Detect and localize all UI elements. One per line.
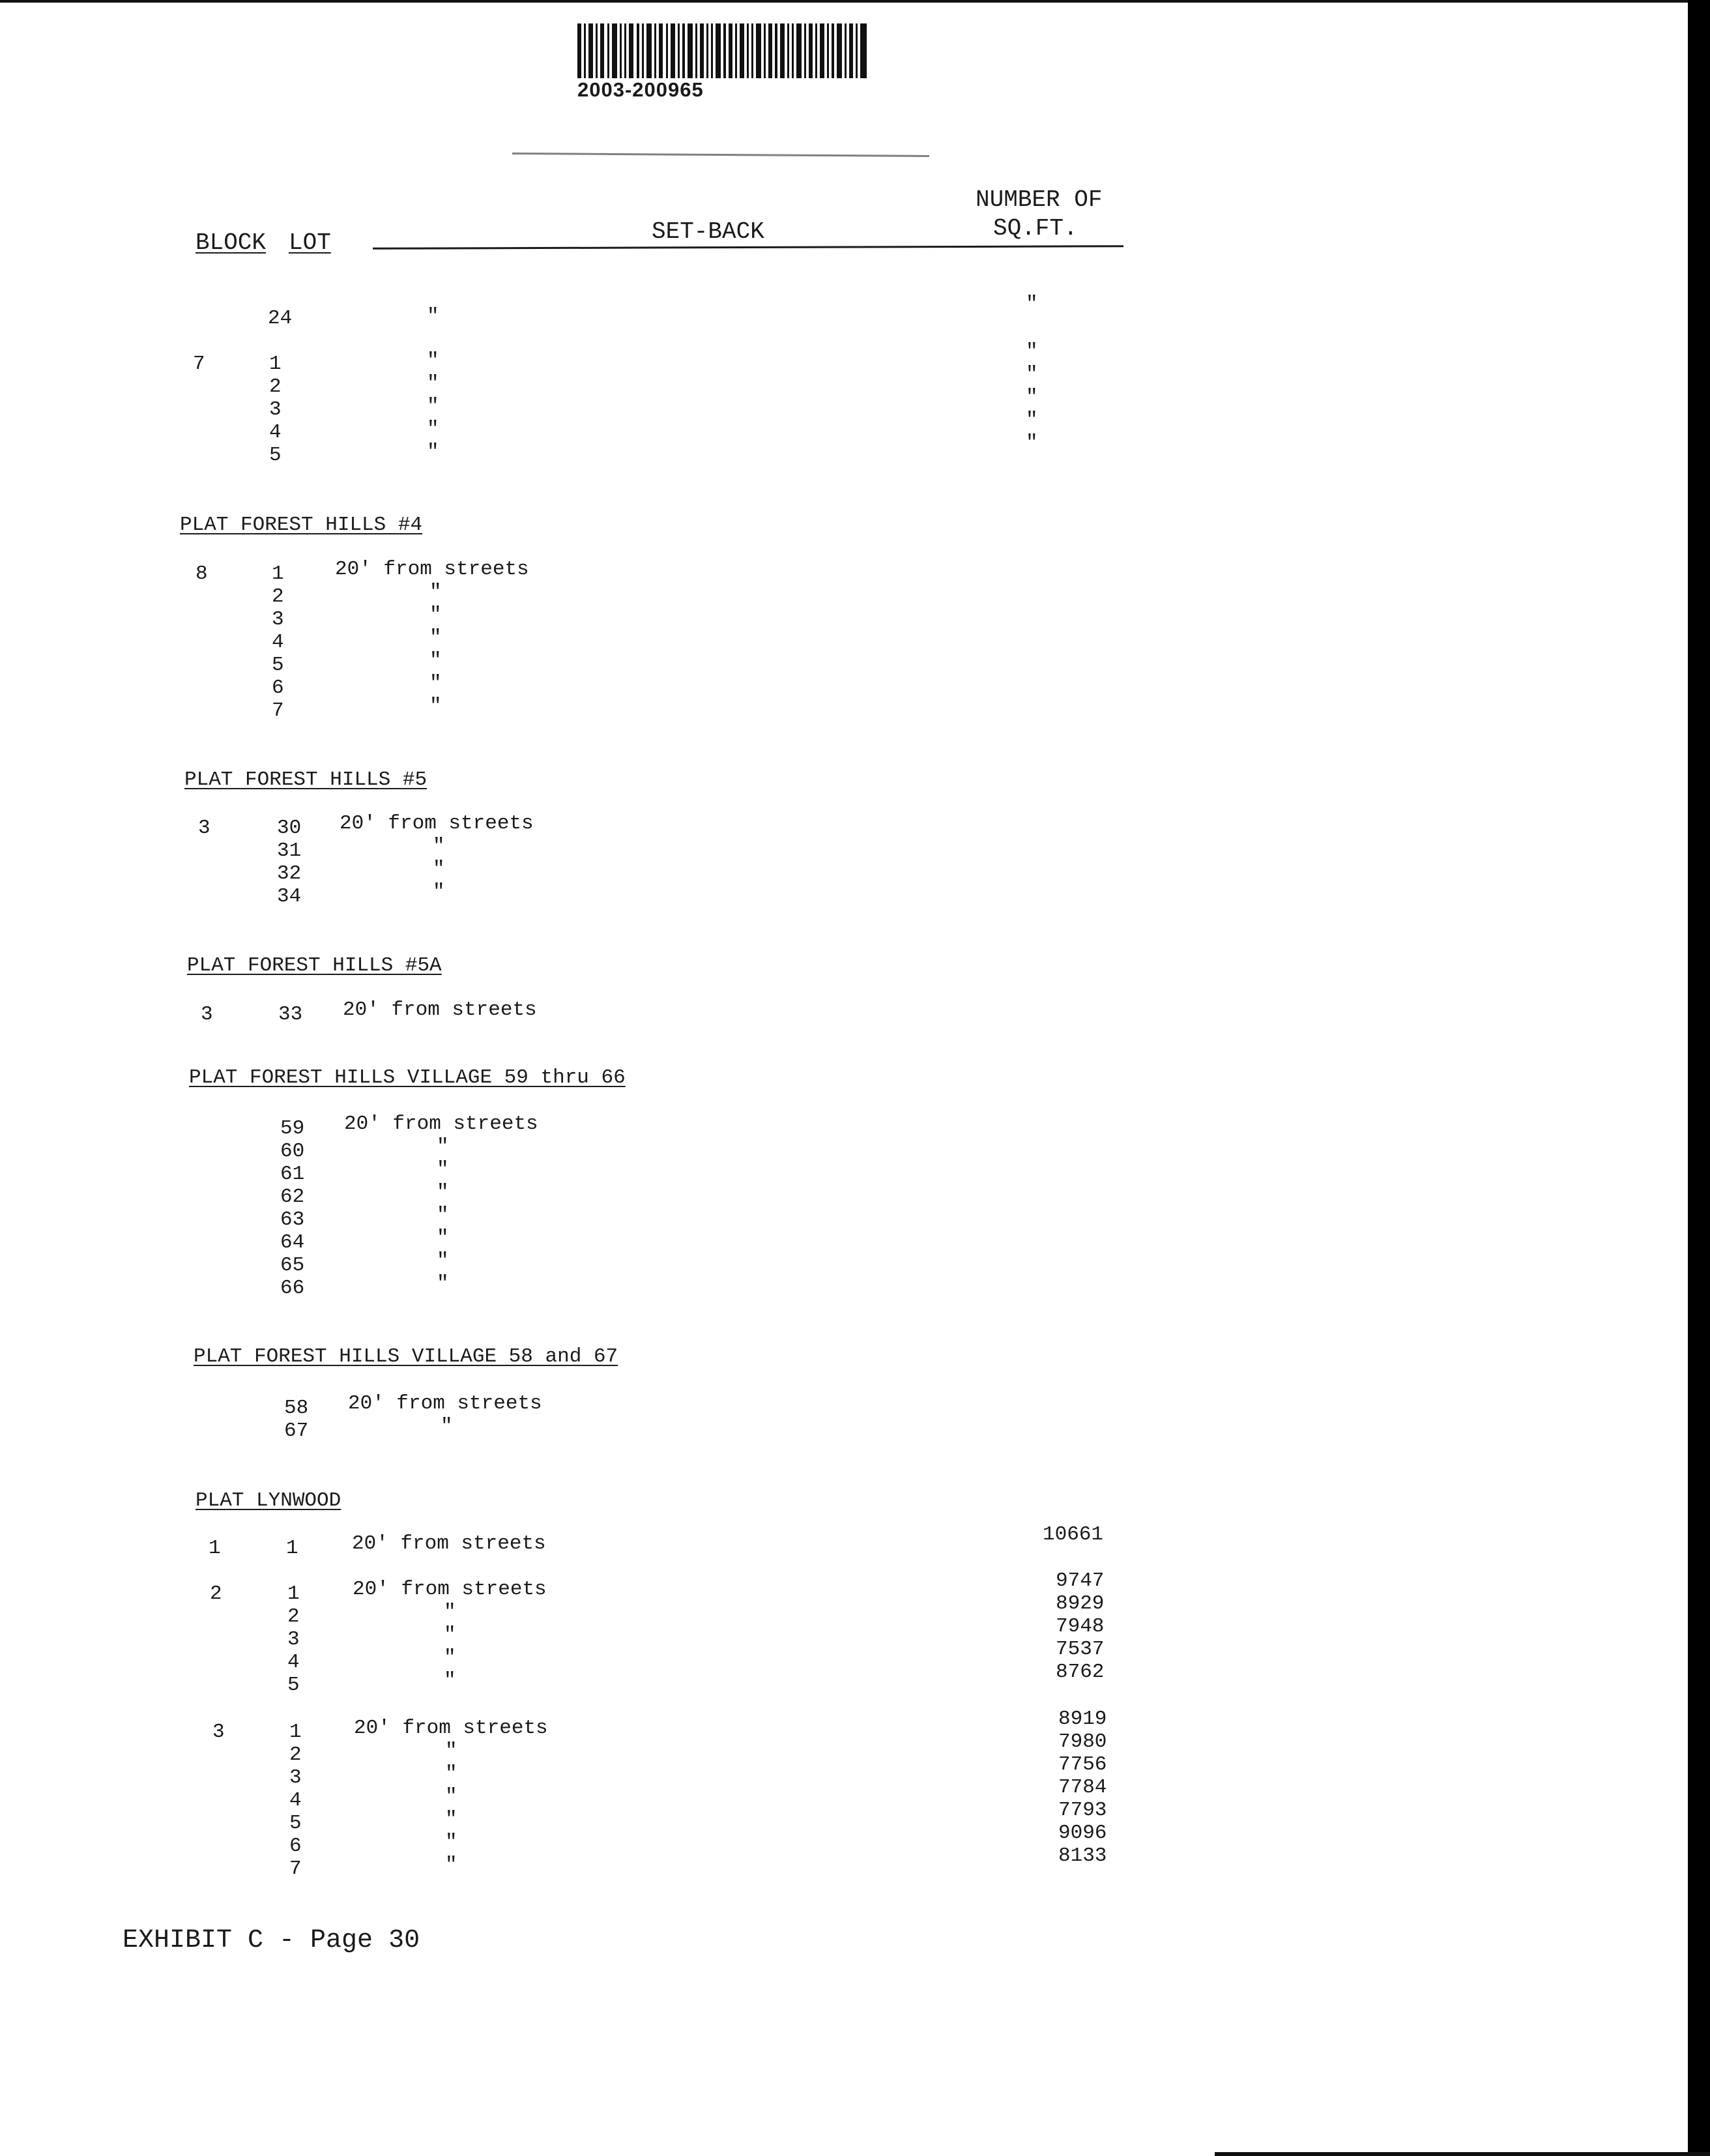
block-number: 7 [193,353,205,375]
barcode-number: 2003-200965 [577,78,704,101]
lot-number: 1 [286,1537,298,1560]
setback-text: 20' from streets [335,558,529,581]
ditto-mark: " [429,626,442,649]
block-number: 1 [209,1537,221,1560]
ditto-mark: " [437,1181,449,1204]
lot-number: 32 [277,862,302,885]
setback-text: 20' from streets [340,812,534,835]
block-number: 2 [210,1582,222,1605]
lot-number: 60 [280,1140,305,1163]
sqft-value: 7793 [1058,1799,1107,1822]
lot-number: 67 [284,1420,309,1442]
lot-number: 5 [272,654,284,677]
lot-number: 61 [280,1163,305,1186]
lot-number: 1 [289,1721,302,1743]
setback-text: 20' from streets [343,998,537,1021]
barcode-image [577,23,867,78]
lot-number: 64 [280,1231,305,1254]
sqft-value: 7980 [1058,1730,1107,1753]
lot-number: 34 [277,885,302,908]
lot-number: 5 [289,1812,302,1835]
ditto-mark: " [444,1601,456,1624]
lot-number: 4 [272,631,284,654]
sqft-value: 7537 [1056,1638,1105,1661]
block-number: 3 [212,1721,225,1743]
ditto-mark: " [1026,386,1038,409]
setback-text: 20' from streets [344,1113,538,1135]
sqft-value: 7784 [1058,1776,1107,1799]
ditto-mark: " [429,649,442,672]
header-sqft: SQ.FT. [993,215,1078,242]
setback-text: 20' from streets [354,1717,548,1740]
header-setback: SET-BACK [652,218,764,245]
ditto-mark: " [427,305,439,328]
ditto-mark: " [427,372,439,395]
header-block: BLOCK [196,229,267,256]
lot-number: 2 [269,375,282,398]
lot-number: 3 [289,1766,302,1789]
ditto-mark: " [445,1762,457,1785]
lot-number: 1 [272,562,284,585]
lot-number: 2 [272,585,284,608]
lot-number: 31 [277,839,302,862]
ditto-mark: " [437,1272,449,1295]
ditto-mark: " [437,1135,449,1158]
lot-number: 6 [272,677,284,699]
lot-number: 66 [280,1277,305,1300]
header-lot: LOT [289,229,331,256]
ditto-mark: " [433,881,445,903]
ditto-mark: " [445,1854,457,1876]
lot-number: 65 [280,1254,305,1277]
lot-number: 24 [268,307,293,330]
sqft-value: 9747 [1056,1569,1105,1592]
sqft-value: 8133 [1058,1844,1107,1867]
plat-title: PLAT FOREST HILLS VILLAGE 59 thru 66 [189,1066,626,1089]
sqft-value: 8762 [1056,1661,1105,1683]
scan-line [512,153,929,157]
scan-border-bottom [1215,2152,1710,2156]
ditto-mark: " [437,1249,449,1272]
lot-number: 2 [287,1605,300,1628]
plat-title: PLAT LYNWOOD [196,1489,341,1512]
ditto-mark: " [445,1831,457,1854]
ditto-mark: " [429,581,442,604]
ditto-mark: " [1026,363,1038,386]
ditto-mark: " [429,604,442,626]
lot-number: 63 [280,1208,305,1231]
plat-title: PLAT FOREST HILLS #4 [180,514,423,536]
ditto-mark: " [437,1227,449,1249]
ditto-mark: " [444,1646,456,1669]
ditto-mark: " [1026,293,1038,315]
lot-number: 4 [289,1789,302,1812]
ditto-mark: " [427,441,439,463]
lot-number: 7 [272,699,284,722]
sqft-value: 7756 [1058,1753,1107,1776]
lot-number: 6 [289,1835,302,1857]
ditto-mark: " [445,1740,457,1762]
lot-number: 62 [280,1186,305,1208]
lot-number: 3 [269,398,282,421]
ditto-mark: " [427,395,439,418]
lot-number: 33 [278,1003,303,1026]
sqft-value: 10661 [1043,1523,1104,1546]
lot-number: 58 [284,1397,309,1420]
ditto-mark: " [437,1158,449,1181]
lot-number: 59 [280,1117,305,1140]
ditto-mark: " [444,1669,456,1692]
block-number: 3 [198,817,210,839]
ditto-mark: " [1026,340,1038,363]
ditto-mark: " [1026,431,1038,454]
ditto-mark: " [433,835,445,858]
block-number: 3 [201,1003,213,1026]
ditto-mark: " [429,672,442,695]
ditto-mark: " [441,1415,453,1438]
plat-title: PLAT FOREST HILLS #5A [187,954,442,977]
ditto-mark: " [427,418,439,441]
lot-number: 2 [289,1743,302,1766]
plat-title: PLAT FOREST HILLS #5 [184,768,428,791]
lot-number: 4 [287,1651,300,1674]
ditto-mark: " [1026,409,1038,431]
ditto-mark: " [433,858,445,881]
lot-number: 5 [287,1674,300,1697]
lot-number: 30 [277,817,302,839]
block-number: 8 [196,562,208,585]
lot-number: 7 [289,1857,302,1880]
ditto-mark: " [444,1624,456,1646]
lot-number: 1 [287,1582,300,1605]
setback-text: 20' from streets [353,1578,547,1601]
sqft-value: 8929 [1056,1592,1105,1615]
lot-number: 3 [287,1628,300,1651]
sqft-value: 7948 [1056,1615,1105,1638]
scan-border-top [0,0,1710,3]
ditto-mark: " [445,1785,457,1808]
ditto-mark: " [427,349,439,372]
ditto-mark: " [429,695,442,718]
lot-number: 5 [269,444,282,467]
sqft-value: 9096 [1058,1822,1107,1844]
header-rule [373,245,1123,250]
setback-text: 20' from streets [348,1392,542,1415]
ditto-mark: " [437,1204,449,1227]
setback-text: 20' from streets [352,1532,546,1555]
ditto-mark: " [445,1808,457,1831]
lot-number: 1 [269,353,282,375]
lot-number: 3 [272,608,284,631]
page-footer: EXHIBIT C - Page 30 [123,1926,420,1955]
scan-border-right [1688,0,1710,2156]
header-number-of: NUMBER OF [976,186,1103,213]
lot-number: 4 [269,421,282,444]
sqft-value: 8919 [1058,1708,1107,1730]
plat-title: PLAT FOREST HILLS VILLAGE 58 and 67 [194,1345,618,1368]
